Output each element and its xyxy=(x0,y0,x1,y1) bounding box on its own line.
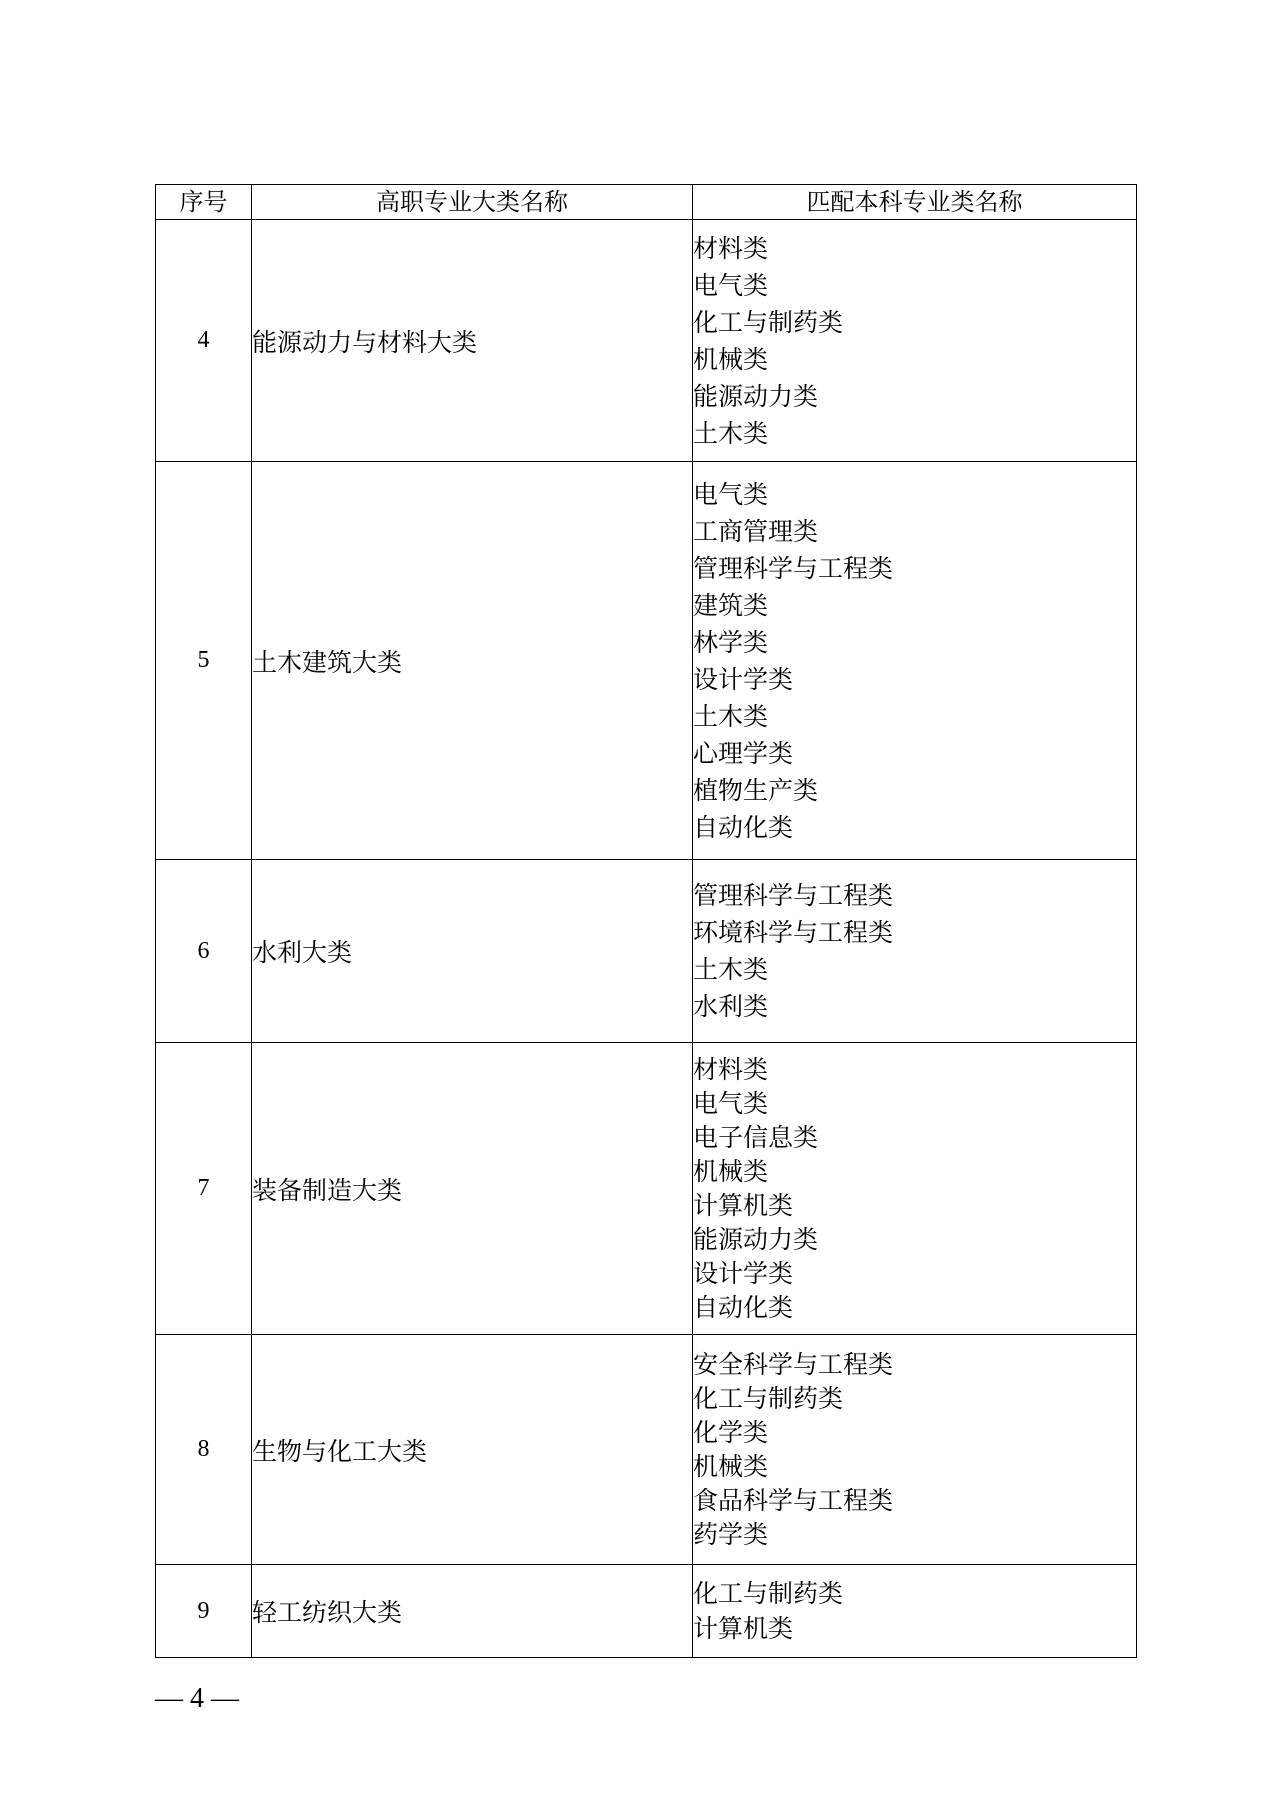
list-item: 化工与制药类 xyxy=(693,1579,844,1608)
list-item: 自动化类 xyxy=(693,1292,794,1322)
list-item: 管理科学与工程类 xyxy=(693,881,894,910)
vocational-category-name: 水利大类 xyxy=(252,860,693,1043)
row-number: 7 xyxy=(156,1043,252,1335)
matching-categories xyxy=(693,462,1137,860)
header-matching-undergraduate-category: 匹配本科专业类名称 xyxy=(693,185,1137,220)
list-item: 管理科学与工程类 xyxy=(693,553,894,583)
list-item: 自动化类 xyxy=(693,812,794,842)
row-number: 6 xyxy=(156,860,252,1043)
header-serial-number: 序号 xyxy=(156,185,252,220)
row-number: 5 xyxy=(156,462,252,860)
row-number: 8 xyxy=(156,1335,252,1565)
list-item: 材料类 xyxy=(693,1054,769,1084)
list-item: 机械类 xyxy=(693,1156,769,1186)
vocational-category-name: 生物与化工大类 xyxy=(252,1335,693,1565)
list-item: 化工与制药类 xyxy=(693,307,844,337)
matching-categories xyxy=(693,220,1137,462)
vocational-category-name: 能源动力与材料大类 xyxy=(252,220,693,462)
list-item: 电气类 xyxy=(693,479,769,509)
list-item: 心理学类 xyxy=(693,738,794,768)
list-item: 机械类 xyxy=(693,344,769,374)
list-item: 食品科学与工程类 xyxy=(693,1485,894,1515)
list-item: 化学类 xyxy=(693,1417,769,1447)
list-item: 土木类 xyxy=(693,418,769,448)
list-item: 能源动力类 xyxy=(693,381,819,411)
vocational-category-name: 装备制造大类 xyxy=(252,1043,693,1335)
table-row xyxy=(156,1043,1137,1335)
list-item: 环境科学与工程类 xyxy=(693,918,894,947)
table-row xyxy=(156,220,1137,462)
list-item: 计算机类 xyxy=(693,1190,794,1220)
table-row xyxy=(156,462,1137,860)
matching-categories xyxy=(693,860,1137,1043)
list-item: 机械类 xyxy=(693,1451,769,1481)
table-row xyxy=(156,1335,1137,1565)
list-item: 土木类 xyxy=(693,701,769,731)
row-number: 4 xyxy=(156,220,252,462)
vocational-category-name: 轻工纺织大类 xyxy=(252,1565,693,1658)
page-number: — 4 — xyxy=(155,1683,239,1714)
list-item: 计算机类 xyxy=(693,1614,794,1643)
matching-categories xyxy=(693,1335,1137,1565)
matching-categories xyxy=(693,1565,1137,1658)
list-item: 土木类 xyxy=(693,955,769,984)
list-item: 药学类 xyxy=(693,1519,769,1549)
table-row xyxy=(156,1565,1137,1658)
list-item: 建筑类 xyxy=(693,590,769,620)
list-item: 材料类 xyxy=(693,233,769,263)
list-item: 电气类 xyxy=(693,270,769,300)
table-header-row xyxy=(156,185,1137,220)
list-item: 工商管理类 xyxy=(693,516,819,546)
list-item: 电子信息类 xyxy=(693,1122,819,1152)
table-row xyxy=(156,860,1137,1043)
list-item: 植物生产类 xyxy=(693,775,819,805)
list-item: 能源动力类 xyxy=(693,1224,819,1254)
vocational-category-name: 土木建筑大类 xyxy=(252,462,693,860)
list-item: 林学类 xyxy=(693,627,769,657)
row-number: 9 xyxy=(156,1565,252,1658)
matching-categories xyxy=(693,1043,1137,1335)
list-item: 电气类 xyxy=(693,1088,769,1118)
list-item: 设计学类 xyxy=(693,1258,794,1288)
list-item: 设计学类 xyxy=(693,664,794,694)
list-item: 水利类 xyxy=(693,992,769,1021)
major-matching-table xyxy=(155,184,1137,1658)
list-item: 安全科学与工程类 xyxy=(693,1349,894,1379)
header-vocational-category: 高职专业大类名称 xyxy=(252,185,693,220)
list-item: 化工与制药类 xyxy=(693,1383,844,1413)
